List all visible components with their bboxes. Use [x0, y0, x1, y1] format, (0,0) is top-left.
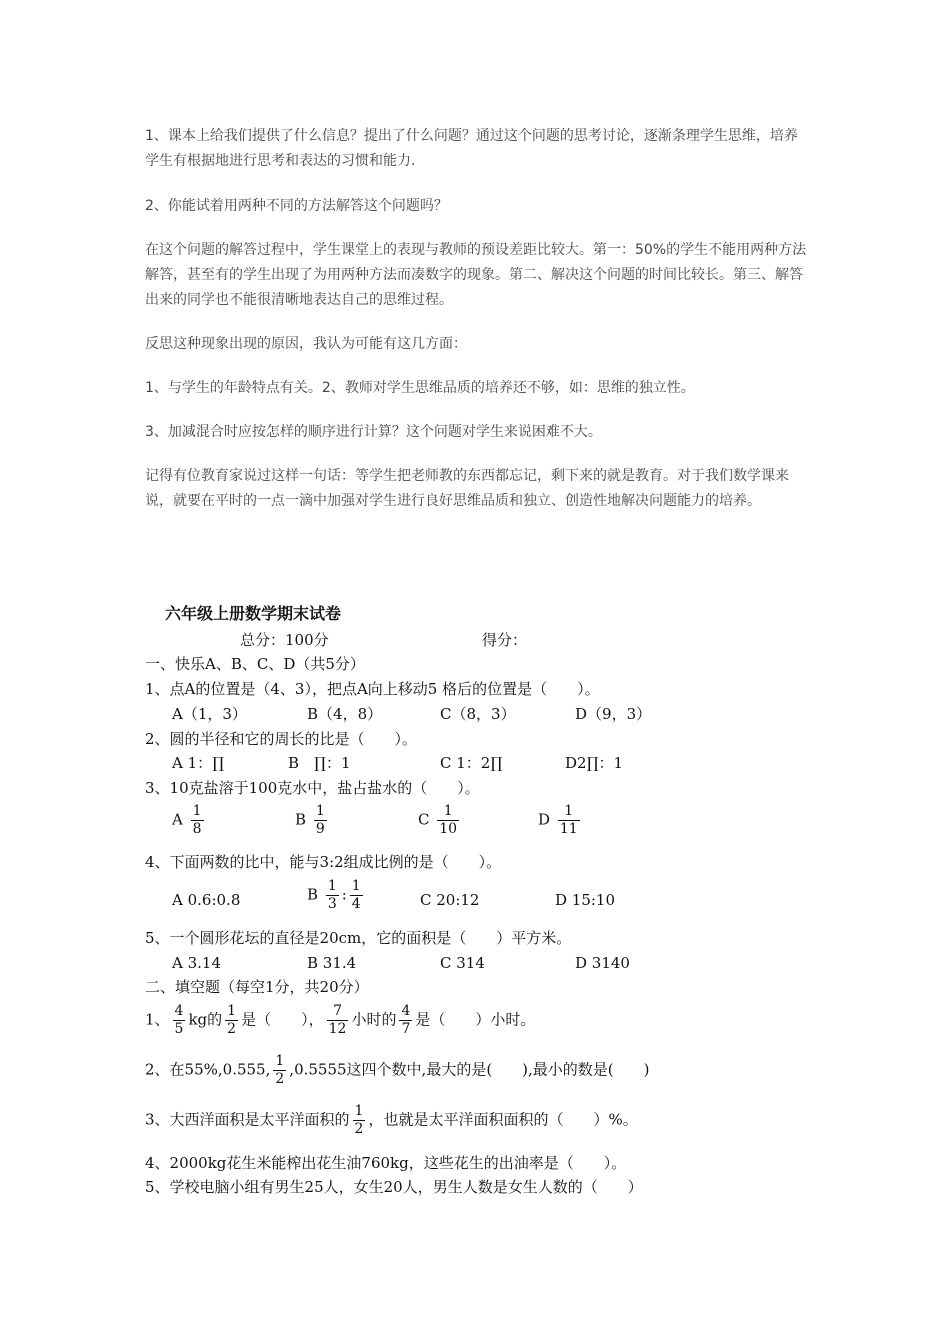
fill-question-4: 4、2000kg花生米能榨出花生油760kg，这些花生的出油率是（ ）。	[145, 1154, 627, 1172]
q3-option-c	[418, 803, 462, 838]
fraction-numerator: 4	[401, 1003, 411, 1019]
q3-option-b	[295, 803, 330, 838]
fill-question-5: 5、学校电脑小组有男生25人，女生20人，男生人数是女生人数的（ ）	[145, 1178, 643, 1196]
fill-question-1	[145, 1003, 535, 1038]
reflection-paragraph-1: 1、课本上给我们提供了什么信息？提出了什么问题？通过这个问题的思考讨论，逐渐条理学生思维，培养学生有根据地进行思考和表达的习惯和能力.	[145, 128, 798, 169]
fraction-numerator: 1	[351, 878, 361, 894]
q2-option-c: C 1：2∏	[440, 754, 503, 772]
q3-option-d-label: D	[538, 810, 551, 829]
fill-1-text-1: kg的	[188, 1010, 223, 1029]
fraction-denominator: 4	[351, 896, 361, 912]
exam-total-score: 总分：100分	[240, 631, 329, 649]
fraction-denominator: 2	[275, 1071, 285, 1087]
q5-option-b: B 31.4	[307, 954, 357, 972]
reflection-paragraph-2: 2、你能试着用两种不同的方法解答这个问题吗？	[145, 198, 448, 214]
fill-3-fraction	[353, 1103, 366, 1138]
fraction-numerator: 4	[174, 1003, 184, 1019]
fill-question-2	[145, 1053, 650, 1088]
reflection-paragraph-4: 反思这种现象出现的原因，我认为可能有这几方面：	[145, 336, 467, 352]
question-2: 2、圆的半径和它的周长的比是（ ）。	[145, 730, 418, 748]
question-3: 3、10克盐溶于100克水中，盐占盐水的（ ）。	[145, 779, 480, 797]
q2-option-b: B ∏：1	[288, 754, 351, 772]
fraction-numerator: 1	[327, 878, 337, 894]
section-1-heading: 一、快乐A、B、C、D（共5分）	[145, 655, 365, 673]
fraction-denominator: 11	[559, 821, 578, 837]
q4-option-b	[307, 878, 366, 913]
fraction-numerator: 1	[315, 803, 325, 819]
fraction-denominator: 2	[354, 1121, 364, 1137]
q3-option-b-label: B	[295, 810, 307, 829]
fraction-numerator: 1	[354, 1103, 364, 1119]
fill-1-fraction-1	[173, 1003, 186, 1038]
q4-option-b-fraction-2	[350, 878, 363, 913]
fill-1-text-2: 是（ ），	[241, 1010, 324, 1029]
reflection-paragraph-5: 1、与学生的年龄特点有关。2、教师对学生思维品质的培养还不够，如：思维的独立性。	[145, 380, 695, 396]
exam-title: 六年级上册数学期末试卷	[165, 604, 342, 623]
fraction-numerator: 7	[333, 1003, 342, 1019]
q3-option-b-fraction	[314, 803, 327, 838]
exam-score-field: 得分：	[482, 631, 528, 649]
fill-1-fraction-2	[225, 1003, 238, 1038]
fill-3-suffix: ，也就是太平洋面积面积的（ ）%。	[368, 1110, 638, 1129]
fraction-numerator: 1	[275, 1053, 285, 1069]
fraction-denominator: 12	[328, 1021, 347, 1037]
q1-option-d: D（9，3）	[575, 705, 652, 723]
q4-option-d: D 15:10	[555, 891, 616, 909]
fraction-numerator: 1	[564, 803, 574, 819]
fraction-denominator: 9	[315, 821, 325, 837]
q3-option-c-fraction	[437, 803, 459, 838]
fraction-denominator: 5	[174, 1021, 184, 1037]
fraction-denominator: 3	[327, 896, 337, 912]
ratio-colon: :	[341, 885, 347, 904]
fraction-denominator: 7	[401, 1021, 411, 1037]
q1-option-b: B（4，8）	[307, 705, 383, 723]
fill-question-3	[145, 1103, 638, 1138]
fraction-numerator: 1	[192, 803, 202, 819]
q4-option-a: A 0.6:0.8	[172, 891, 241, 909]
q2-option-d: D2∏：1	[565, 754, 624, 772]
fill-3-prefix: 3、大西洋面积是太平洋面积的	[145, 1110, 350, 1129]
q3-option-a-label: A	[172, 810, 183, 829]
q3-option-d	[538, 803, 583, 838]
q1-option-c: C（8，3）	[440, 705, 516, 723]
fill-1-text-4: 是（ ）小时。	[415, 1010, 536, 1029]
q3-option-a-fraction	[191, 803, 204, 838]
fraction-denominator: 10	[439, 821, 458, 837]
question-1: 1、点A的位置是（4、3），把点A向上移动5 格后的位置是（ ）。	[145, 680, 600, 698]
q5-option-a: A 3.14	[172, 954, 221, 972]
fill-2-suffix: ,0.5555这四个数中,最大的是( ),最小的数是( )	[289, 1060, 650, 1079]
question-5: 5、一个圆形花坛的直径是20cm，它的面积是（ ）平方米。	[145, 929, 572, 947]
fill-1-prefix: 1、	[145, 1010, 170, 1029]
fill-2-fraction	[273, 1053, 286, 1088]
q5-option-c: C 314	[440, 954, 485, 972]
reflection-paragraph-7: 记得有位教育家说过这样一句话：等学生把老师教的东西都忘记，剩下来的就是教育。对于我们数学课来说，就要在平时的一点一滴中加强对学生进行良好思维品质和独立、创造性地解决问题能力的培养。	[145, 468, 789, 509]
fill-1-fraction-3	[327, 1003, 349, 1038]
section-2-heading: 二、填空题（每空1分，共20分）	[145, 978, 369, 996]
fill-1-text-3: 小时的	[351, 1010, 397, 1029]
question-4: 4、下面两数的比中，能与3:2组成比例的是（ ）。	[145, 853, 502, 871]
q3-option-a	[172, 803, 207, 838]
q2-option-a: A 1：∏	[172, 754, 225, 772]
fill-1-fraction-4	[399, 1003, 412, 1038]
fraction-denominator: 2	[227, 1021, 237, 1037]
q1-option-a: A（1，3）	[172, 705, 247, 723]
q5-option-d: D 3140	[575, 954, 630, 972]
q4-option-b-label: B	[307, 885, 319, 904]
reflection-paragraph-6: 3、加减混合时应按怎样的顺序进行计算？这个问题对学生来说困难不大。	[145, 424, 602, 440]
reflection-paragraph-3: 在这个问题的解答过程中，学生课堂上的表现与教师的预设差距比较大。第一：50%的学生不能用两种方法解答，甚至有的学生出现了为用两种方法而凑数字的现象。第二、解决这个问题的时间比较长。第三、解答出来的同学也不能很清晰地表达自己的思维过程。	[145, 242, 807, 308]
fill-2-prefix: 2、在55%,0.555,	[145, 1060, 271, 1079]
q3-option-c-label: C	[418, 810, 430, 829]
fraction-numerator: 1	[443, 803, 453, 819]
q3-option-d-fraction	[558, 803, 580, 838]
fraction-numerator: 1	[227, 1003, 237, 1019]
q4-option-c: C 20:12	[420, 891, 480, 909]
q4-option-b-fraction-1	[326, 878, 339, 913]
fraction-denominator: 8	[192, 821, 202, 837]
